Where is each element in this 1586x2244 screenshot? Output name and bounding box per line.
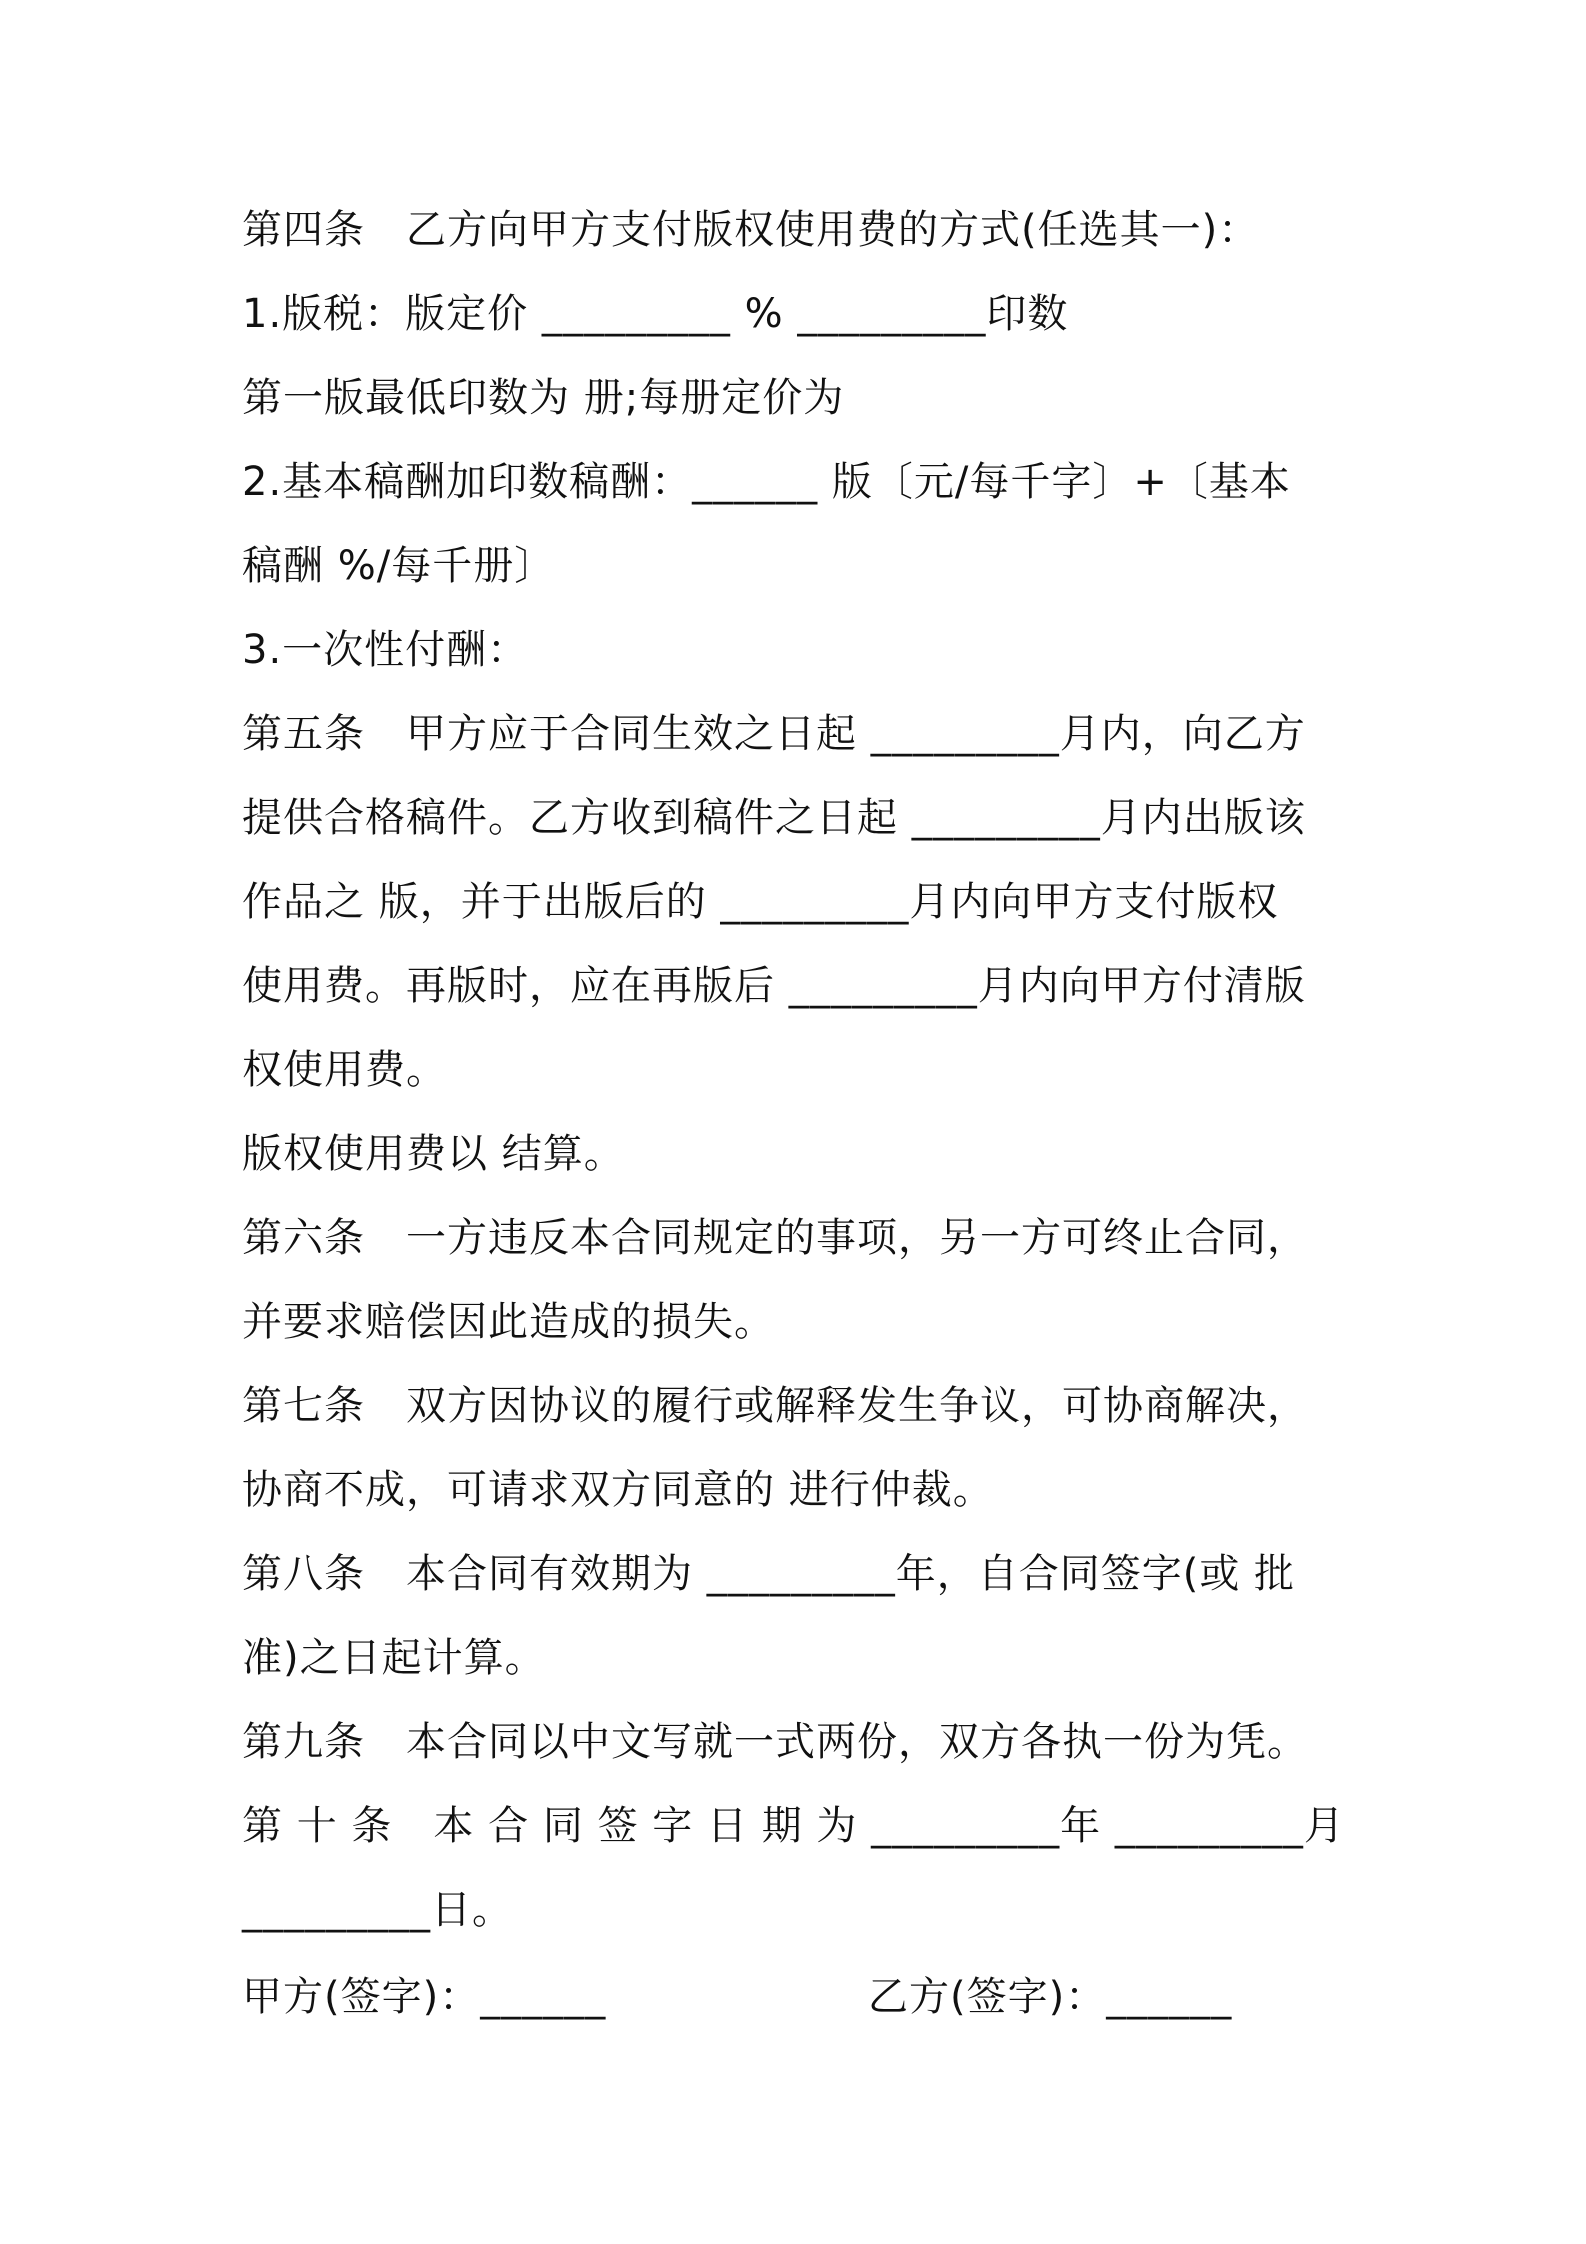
settlement-line: 版权使用费以 结算。 — [242, 1131, 625, 1177]
royalty-option-3: 3.一次性付酬： — [242, 627, 529, 673]
article-10-line-1: 第 十 条 本 合 同 签 字 日 期 为 _________年 _________月 — [242, 1803, 1345, 1849]
party-a-signature: 甲方(签字)：______ — [242, 1974, 607, 2020]
article-5-line-1: 第五条 甲方应于合同生效之日起 _________月内，向乙方 — [242, 711, 1306, 757]
article-5-line-5: 权使用费。 — [242, 1047, 447, 1093]
article-4-heading: 第四条 乙方向甲方支付版权使用费的方式(任选其一)： — [242, 207, 1260, 253]
royalty-option-2-cont: 稿酬 %/每千册〕 — [242, 543, 556, 589]
article-5-line-3: 作品之 版，并于出版后的 _________月内向甲方支付版权 — [242, 879, 1279, 925]
article-9: 第九条 本合同以中文写就一式两份，双方各执一份为凭。 — [242, 1719, 1308, 1765]
royalty-option-1: 1.版税：版定价 _________ % _________印数 — [242, 291, 1069, 337]
article-7-line-2: 协商不成，可请求双方同意的 进行仲裁。 — [242, 1467, 994, 1513]
party-b-signature: 乙方(签字)：______ — [868, 1974, 1233, 2020]
first-edition-print-run: 第一版最低印数为 册;每册定价为 — [242, 375, 845, 421]
article-6-line-1: 第六条 一方违反本合同规定的事项，另一方可终止合同， — [242, 1215, 1308, 1261]
article-8-line-1: 第八条 本合同有效期为 _________年，自合同签字(或 批 — [242, 1551, 1296, 1597]
article-10-line-2: _________日。 — [242, 1887, 513, 1933]
article-5-line-2: 提供合格稿件。乙方收到稿件之日起 _________月内出版该 — [242, 795, 1306, 841]
royalty-option-2: 2.基本稿酬加印数稿酬：______ 版〔元/每千字〕+〔基本 — [242, 459, 1291, 505]
article-8-line-2: 准)之日起计算。 — [242, 1635, 546, 1681]
article-7-line-1: 第七条 双方因协议的履行或解释发生争议，可协商解决， — [242, 1383, 1308, 1429]
article-5-line-4: 使用费。再版时，应在再版后 _________月内向甲方付清版 — [242, 963, 1306, 1009]
article-6-line-2: 并要求赔偿因此造成的损失。 — [242, 1299, 775, 1345]
contract-body — [242, 188, 1362, 1952]
